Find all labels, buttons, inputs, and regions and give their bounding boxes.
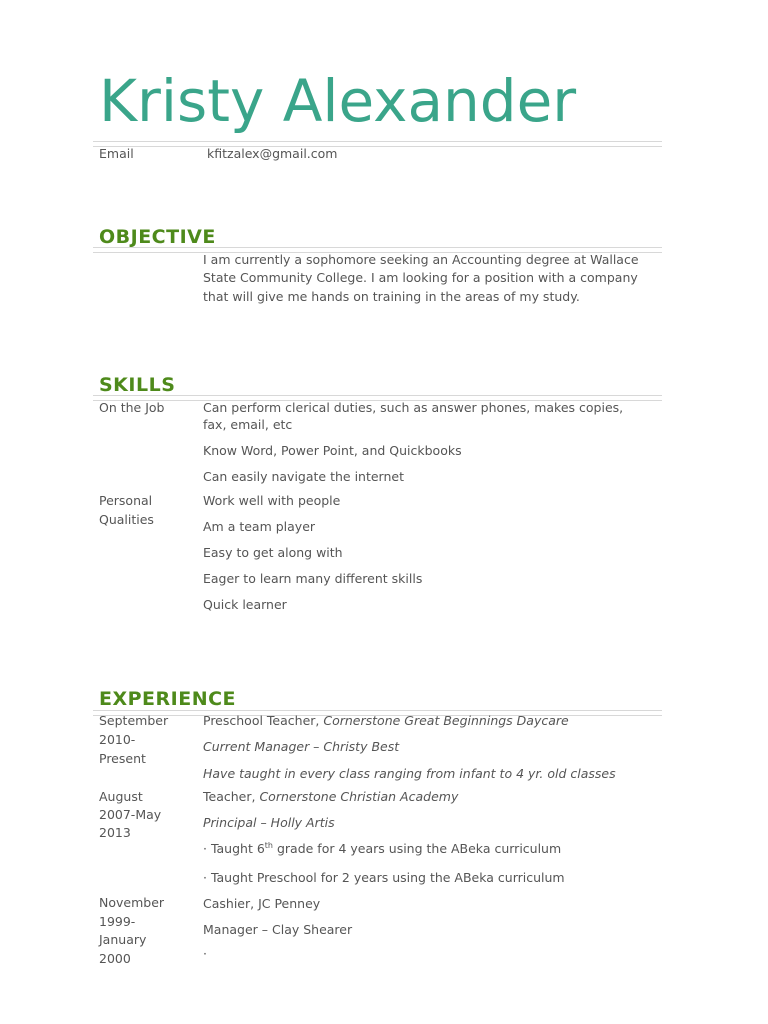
skill-item: Know Word, Power Point, and Quickbooks <box>203 443 462 458</box>
job1-manager: Current Manager – Christy Best <box>203 739 400 754</box>
objective-text: I am currently a sophomore seeking an Accounting degree at Wallace State Community College. I am looking for a position with a company that will give me hands on training in the areas of my study. <box>203 252 639 304</box>
personal-label-1: Personal <box>99 493 153 508</box>
job1-date-line: September <box>99 713 169 728</box>
job2-detail-2: · Taught Preschool for 2 years using the ABeka curriculum <box>203 870 565 885</box>
job2-detail-1-post: grade for 4 years using the ABeka curriculum <box>273 841 562 856</box>
job3-bullet: · <box>203 946 207 961</box>
job2-date-line: August <box>99 789 143 804</box>
job2-employer: Cornerstone Christian Academy <box>259 789 459 804</box>
job2-detail-1 <box>203 840 561 858</box>
job2-detail-1-sup: th <box>264 840 273 850</box>
personal-label-2: Qualities <box>99 512 154 527</box>
job1-date-line: 2010- <box>99 732 136 747</box>
skill-item: Can easily navigate the internet <box>203 469 404 484</box>
job2-title: Teacher, <box>203 789 260 804</box>
job2-manager: Principal – Holly Artis <box>203 815 335 830</box>
job3-date-line: 2000 <box>99 951 131 966</box>
skill-item: fax, email, etc <box>203 417 293 432</box>
job1-employer: Cornerstone Great Beginnings Daycare <box>323 713 569 728</box>
job3-manager: Manager – Clay Shearer <box>203 922 353 937</box>
job2-title-line <box>203 788 458 806</box>
objective-heading: OBJECTIVE <box>99 226 216 248</box>
quality-item: Eager to learn many different skills <box>203 571 423 586</box>
resume-name: Kristy Alexander <box>99 67 577 135</box>
job3-date-line: January <box>99 932 147 947</box>
email-label: Email <box>99 146 134 161</box>
job3-title: Cashier, JC Penney <box>203 896 321 911</box>
job1-detail: Have taught in every class ranging from infant to 4 yr. old classes <box>203 766 616 781</box>
quality-item: Quick learner <box>203 597 287 612</box>
skills-heading: SKILLS <box>99 374 176 396</box>
job1-title-line <box>203 712 569 730</box>
job2-detail-1-pre: · Taught 6 <box>203 841 265 856</box>
quality-item: Am a team player <box>203 519 316 534</box>
experience-heading: EXPERIENCE <box>99 688 237 710</box>
job1-date-line: Present <box>99 751 146 766</box>
name-divider <box>93 141 662 147</box>
email-value[interactable]: kfitzalex@gmail.com <box>207 146 338 161</box>
job3-date-line: 1999- <box>99 914 136 929</box>
job2-date-line: 2007-May <box>99 807 162 822</box>
job1-title: Preschool Teacher, <box>203 713 324 728</box>
quality-item: Easy to get along with <box>203 545 343 560</box>
job2-date-line: 2013 <box>99 825 131 840</box>
quality-item: Work well with people <box>203 493 341 508</box>
on-job-label: On the Job <box>99 400 165 415</box>
job3-date-line: November <box>99 895 165 910</box>
skill-item: Can perform clerical duties, such as answer phones, makes copies, <box>203 400 624 415</box>
